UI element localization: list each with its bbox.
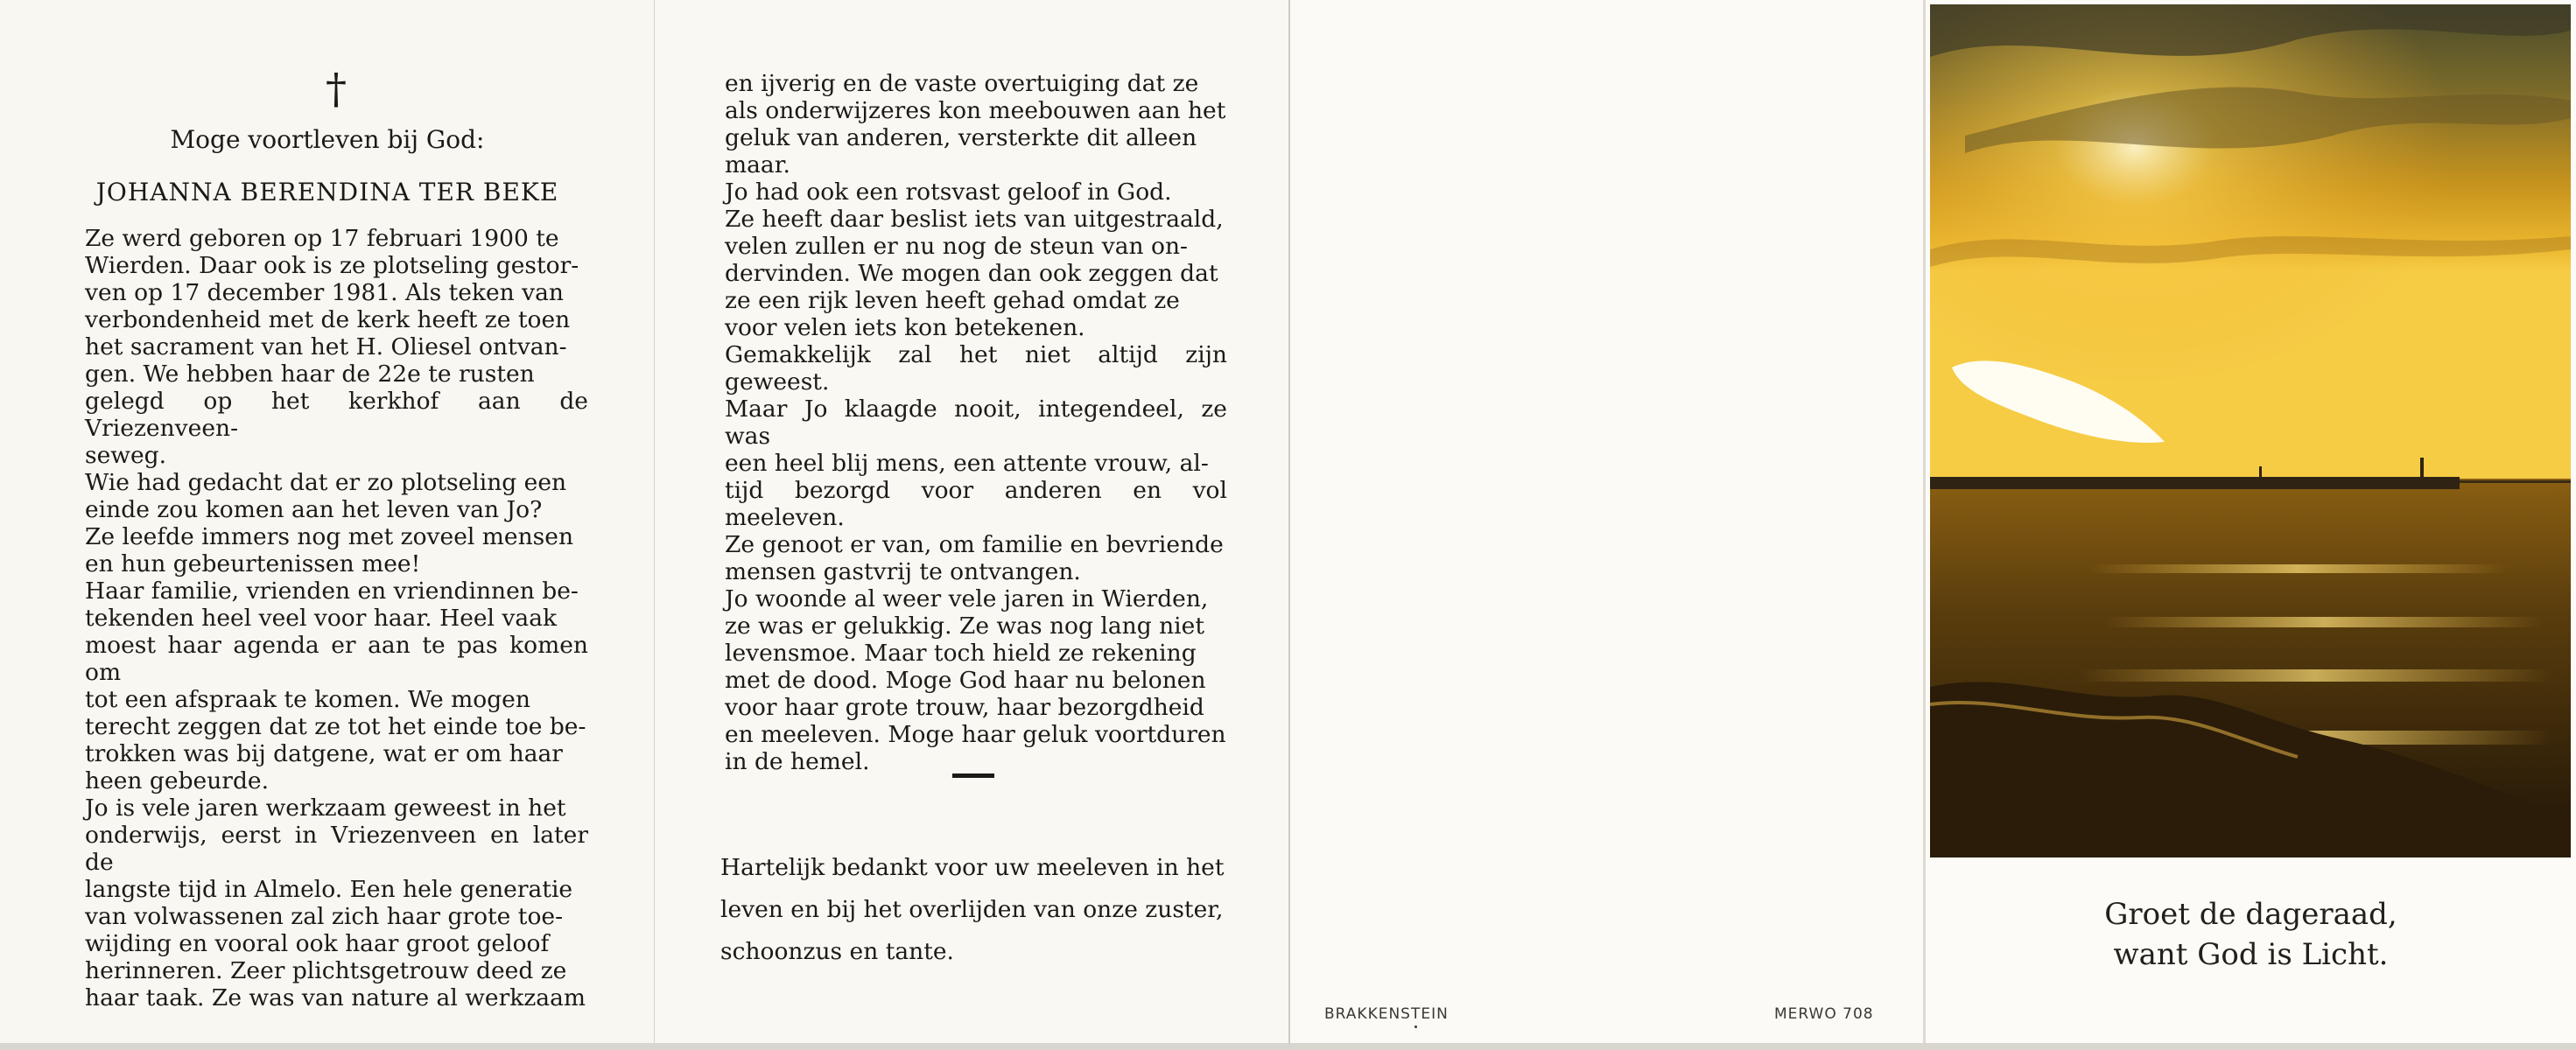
print-code: MERWO 708 <box>1774 1005 1874 1023</box>
thanks-text: Hartelijk bedankt voor uw meeleven in het leven en bij het overlijden van onze zuster, schoonzus en tante. <box>720 854 1225 965</box>
paragraph-birth-death: Ze werd geboren op 17 februari 1900 te Wierden. Daar ook is ze plotseling gestor- ven op 17 december 1981. Als teken van verbondenheid met de kerk heeft ze toen het sacrament van het H. Oliesel ontvan- gen. We hebben haar de 22e te rusten gelegd op het kerkhof aan de Vriezenveen- seweg. <box>85 225 588 469</box>
printer-brand: BRAKKENSTEIN <box>1324 1005 1449 1023</box>
paragraph-life: Wie had gedacht dat er zo plotseling een einde zou komen aan het leven van Jo? Ze leefde immers nog met zoveel mensen en hun gebeurtenissen mee! Haar familie, vrienden en vriendinnen be- tekenden heel veel voor haar. Heel vaak moest haar agenda er aan te pas komen om tot een afspraak te komen. We mogen terecht zeggen dat ze tot het einde toe be- trokken was bij datgene, wat er om haar heen gebeurde. Jo is vele jaren werkzaam geweest in het onderwijs, eerst in Vriezenveen en later de langste tijd in Almelo. Een hele generatie van volwassenen zal zich haar grote toe- wijding en vooral ook haar groot geloof herinneren. Zeer plichtsgetrouw deed ze haar taak. Ze was van nature al werkzaam <box>85 469 588 1012</box>
divider-dash <box>952 774 994 778</box>
motto-text: Groet de dageraad, want God is Licht. <box>2104 897 2397 972</box>
panel-cover <box>1926 0 2576 1043</box>
sunset-sea-photo <box>1930 4 2571 858</box>
cross-icon: † <box>326 65 347 114</box>
paragraph-continuation: en ijverig en de vaste overtuiging dat ze als onderwijzeres kon meebouwen aan het geluk van anderen, versterkte dit alleen maar. Jo had ook een rotsvast geloof in God. Ze heeft daar beslist iets van uitgestraald, velen zullen er nu nog de steun van on- dervinden. We mogen dan ook zeggen dat ze een rijk leven heeft gehad omdat ze voor velen iets kon betekenen. Gemakkelijk zal het niet altijd zijn geweest. Maar Jo klaagde nooit, integendeel, ze was een heel blij mens, een attente vrouw, al- tijd bezorgd voor anderen en vol meeleven. Ze genoot er van, om familie en bevriende mensen gastvrij te ontvangen. Jo woonde al weer vele jaren in Wierden, ze was er gelukkig. Ze was nog lang niet levensmoe. Maar toch hield ze rekening met de dood. Moge God haar nu belonen voor haar grote trouw, haar bezorgdheid en meeleven. Moge haar geluk voortduren in de hemel. <box>725 70 1227 775</box>
panel-middle-text <box>655 0 1290 1043</box>
intro-line: Moge voortleven bij God: <box>170 125 485 154</box>
deceased-name: JOHANNA BERENDINA TER BEKE <box>95 178 559 206</box>
panel-left-text <box>0 0 655 1043</box>
dot-mark <box>1414 1026 1417 1028</box>
panel-blank-back <box>1290 0 1926 1043</box>
